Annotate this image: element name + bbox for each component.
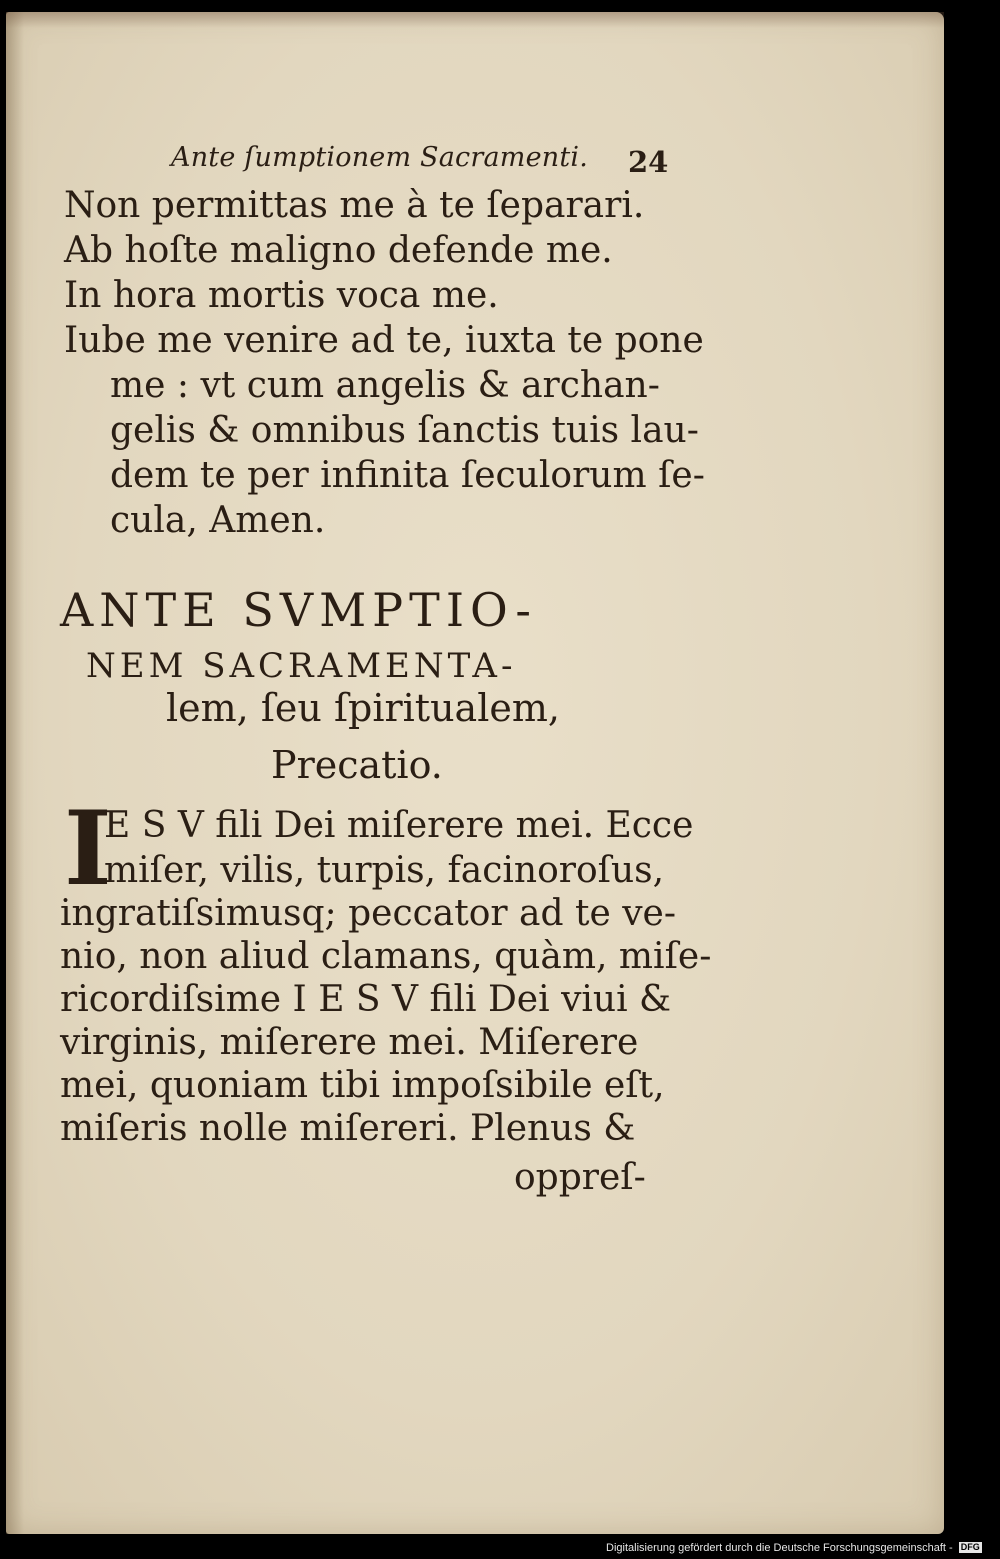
prayer-line: nio, non aliud clamans, quàm, miſe- [60,936,712,977]
prayer-line: ingratiſsimusq; peccator ad te ve- [60,893,677,934]
prayer-end-line: dem te per infinita ſeculorum ſe- [110,455,705,496]
prayer-line: miſeris nolle miſereri. Plenus & [60,1108,636,1149]
section-heading-line: ANTE SVMPTIO- [60,583,537,637]
drop-capital: I [64,789,112,909]
prayer-line: ricordiſsime I E S V fili Dei viui & [60,979,672,1020]
prayer-line: E S V fili Dei miſerere mei. Ecce [104,805,694,846]
prayer-end-line: Iube me venire ad te, iuxta te pone [64,320,704,361]
section-heading-line: NEM SACRAMENTA- [86,646,517,686]
digitization-credit-text: Digitalisierung gefördert durch die Deutsche Forschungsgemeinschaft - [606,1542,953,1554]
prayer-end-line: Ab hoſte maligno defende me. [64,230,613,271]
dfg-logo: DFG [960,1542,980,1552]
page-top-edge [6,12,944,28]
digitization-credit [606,1541,982,1555]
prayer-end-line: In hora mortis voca me. [64,275,499,316]
book-page [6,12,944,1534]
folio-number: 24 [628,145,669,179]
catchword: oppreſ- [514,1157,646,1198]
prayer-end-line: gelis & omnibus ſanctis tuis lau- [110,410,699,451]
section-heading-line: Precatio. [271,743,443,787]
prayer-end-line: cula, Amen. [110,500,326,541]
page-gutter-shadow [6,12,24,1534]
prayer-end-line: Non permittas me à te ſeparari. [64,185,645,226]
prayer-line: mei, quoniam tibi impoſsibile eſt, [60,1065,665,1106]
running-head: Ante ſumptionem Sacramenti. [171,142,589,173]
prayer-line: virginis, miſerere mei. Miſerere [60,1022,639,1063]
section-heading-line: lem, ſeu ſpiritualem, [166,686,560,730]
prayer-end-line: me : vt cum angelis & archan- [110,365,660,406]
prayer-line: miſer, vilis, turpis, facinoroſus, [104,850,665,891]
